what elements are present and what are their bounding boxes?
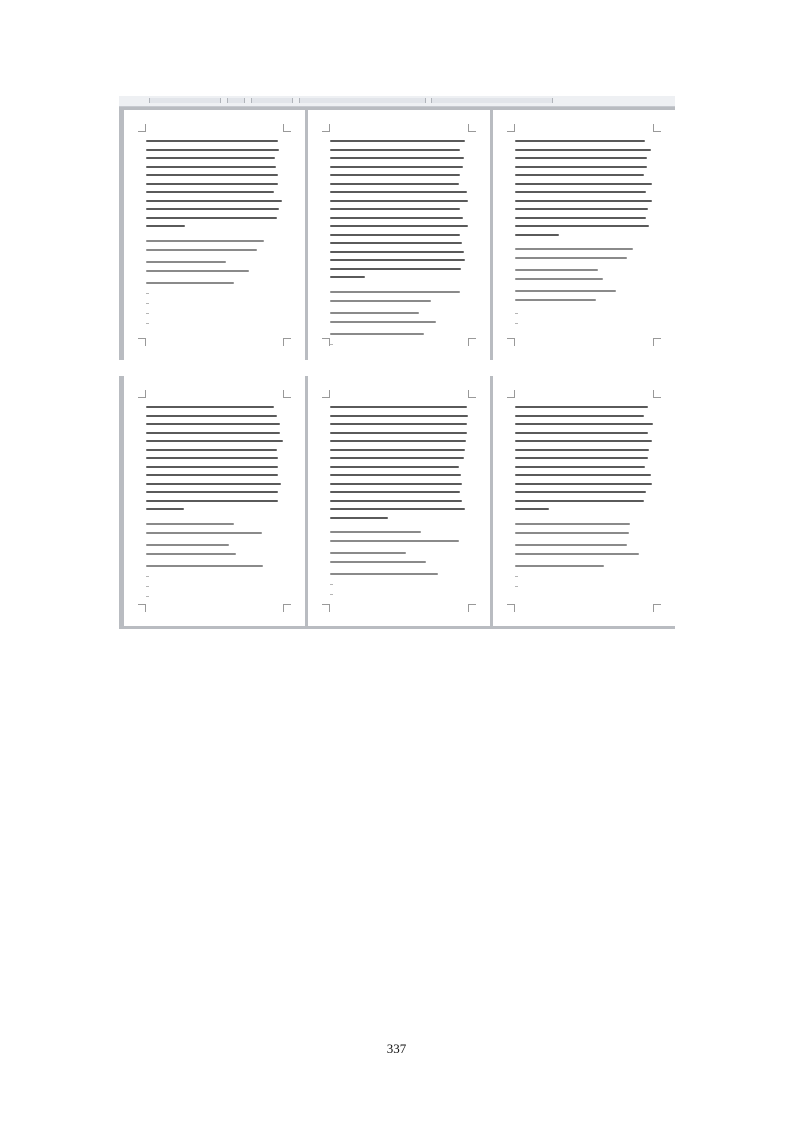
- text-line: [515, 157, 647, 159]
- text-line: [515, 278, 603, 280]
- text-line: [330, 573, 438, 575]
- empty-paragraph-mark: [330, 344, 333, 345]
- text-line: [146, 553, 236, 555]
- text-line: [146, 491, 278, 493]
- row-divider: [119, 360, 675, 376]
- text-line: [146, 532, 262, 534]
- embedded-screenshot: [119, 96, 675, 629]
- empty-paragraph-mark: [146, 293, 149, 294]
- text-line: [146, 406, 274, 408]
- margin-corner-mark: [468, 338, 476, 346]
- margin-corner-mark: [283, 124, 291, 132]
- text-line: [515, 553, 639, 555]
- text-line: [146, 474, 278, 476]
- text-line: [146, 565, 263, 567]
- text-line: [330, 242, 462, 244]
- text-line: [146, 483, 281, 485]
- text-line: [515, 234, 559, 236]
- text-line: [330, 191, 467, 193]
- margin-corner-mark: [322, 390, 330, 398]
- text-line: [515, 208, 648, 210]
- text-line: [515, 544, 627, 546]
- text-line: [330, 234, 460, 236]
- empty-paragraph-mark: [515, 313, 518, 314]
- text-line: [330, 449, 465, 451]
- text-line: [330, 517, 388, 519]
- empty-paragraph-mark: [146, 323, 149, 324]
- text-line: [330, 300, 431, 302]
- text-line: [330, 183, 459, 185]
- text-line: [515, 500, 644, 502]
- text-line: [146, 457, 278, 459]
- text-line: [515, 483, 652, 485]
- text-line: [146, 174, 278, 176]
- text-line: [515, 523, 630, 525]
- margin-corner-mark: [322, 124, 330, 132]
- text-line: [330, 474, 461, 476]
- text-line: [146, 449, 277, 451]
- text-line: [515, 248, 633, 250]
- document-page-thumbnail[interactable]: [124, 110, 305, 360]
- text-line: [146, 440, 283, 442]
- text-line: [515, 183, 652, 185]
- text-line: [330, 208, 460, 210]
- text-line: [146, 191, 274, 193]
- text-line: [515, 440, 652, 442]
- text-line: [330, 552, 406, 554]
- empty-paragraph-mark: [330, 584, 333, 585]
- text-line: [515, 415, 644, 417]
- ruler-segment: [149, 98, 221, 103]
- text-line: [146, 157, 275, 159]
- text-line: [330, 140, 465, 142]
- text-line: [330, 423, 467, 425]
- text-line: [330, 312, 419, 314]
- margin-corner-mark: [653, 338, 661, 346]
- empty-paragraph-mark: [146, 576, 149, 577]
- text-line: [146, 432, 280, 434]
- document-page-thumbnail[interactable]: [493, 110, 675, 360]
- text-line: [330, 540, 459, 542]
- text-line: [146, 183, 278, 185]
- text-line: [515, 491, 646, 493]
- text-line: [146, 466, 278, 468]
- text-line: [146, 140, 278, 142]
- text-line: [515, 290, 616, 292]
- margin-corner-mark: [138, 124, 146, 132]
- text-line: [330, 333, 424, 335]
- margin-corner-mark: [138, 604, 146, 612]
- text-line: [330, 276, 365, 278]
- text-line: [515, 299, 596, 301]
- text-line: [515, 269, 598, 271]
- margin-corner-mark: [653, 604, 661, 612]
- margin-corner-mark: [653, 124, 661, 132]
- text-line: [146, 282, 234, 284]
- text-line: [515, 423, 653, 425]
- margin-corner-mark: [283, 338, 291, 346]
- empty-paragraph-mark: [146, 303, 149, 304]
- text-line: [330, 225, 468, 227]
- text-line: [330, 268, 461, 270]
- text-line: [515, 200, 652, 202]
- document-page-thumbnail[interactable]: [493, 376, 675, 626]
- text-line: [146, 523, 234, 525]
- text-line: [146, 166, 276, 168]
- text-line: [330, 217, 463, 219]
- text-line: [146, 508, 184, 510]
- text-line: [330, 508, 465, 510]
- empty-paragraph-mark: [146, 313, 149, 314]
- text-line: [330, 432, 467, 434]
- ruler-segment: [227, 98, 245, 103]
- text-line: [330, 415, 468, 417]
- margin-corner-mark: [507, 390, 515, 398]
- text-line: [515, 474, 651, 476]
- empty-paragraph-mark: [515, 323, 518, 324]
- margin-corner-mark: [283, 390, 291, 398]
- margin-corner-mark: [322, 604, 330, 612]
- text-line: [515, 149, 651, 151]
- text-line: [330, 166, 463, 168]
- margin-corner-mark: [653, 390, 661, 398]
- text-line: [330, 491, 460, 493]
- ruler-segment: [431, 98, 553, 103]
- text-line: [330, 200, 468, 202]
- ruler-bar: [119, 96, 675, 107]
- empty-paragraph-mark: [515, 586, 518, 587]
- empty-paragraph-mark: [146, 596, 149, 597]
- text-line: [330, 466, 459, 468]
- margin-corner-mark: [468, 124, 476, 132]
- text-line: [146, 544, 229, 546]
- text-line: [515, 191, 646, 193]
- text-line: [330, 561, 426, 563]
- text-line: [515, 532, 629, 534]
- ruler-segment: [251, 98, 293, 103]
- text-line: [330, 440, 466, 442]
- text-line: [330, 321, 436, 323]
- empty-paragraph-mark: [330, 594, 333, 595]
- text-line: [515, 166, 647, 168]
- text-line: [515, 140, 645, 142]
- text-line: [515, 174, 644, 176]
- text-line: [330, 483, 462, 485]
- text-line: [515, 257, 627, 259]
- text-line: [330, 406, 467, 408]
- margin-corner-mark: [468, 390, 476, 398]
- margin-corner-mark: [507, 124, 515, 132]
- margin-corner-mark: [138, 390, 146, 398]
- text-line: [330, 149, 460, 151]
- text-line: [146, 270, 249, 272]
- text-line: [146, 415, 277, 417]
- margin-corner-mark: [507, 604, 515, 612]
- text-line: [330, 291, 460, 293]
- margin-corner-mark: [468, 604, 476, 612]
- margin-corner-mark: [283, 604, 291, 612]
- empty-paragraph-mark: [515, 576, 518, 577]
- text-line: [146, 217, 277, 219]
- text-line: [146, 225, 185, 227]
- text-line: [146, 423, 280, 425]
- text-line: [515, 406, 648, 408]
- text-line: [515, 457, 648, 459]
- text-line: [330, 259, 465, 261]
- text-line: [146, 249, 257, 251]
- text-line: [146, 149, 279, 151]
- text-line: [515, 225, 649, 227]
- text-line: [146, 200, 282, 202]
- text-line: [146, 261, 226, 263]
- margin-corner-mark: [507, 338, 515, 346]
- document-page-thumbnail[interactable]: [124, 376, 305, 626]
- text-line: [515, 565, 604, 567]
- text-line: [146, 240, 264, 242]
- text-line: [330, 174, 460, 176]
- document-page-thumbnail[interactable]: [308, 110, 490, 360]
- text-line: [515, 217, 646, 219]
- empty-paragraph-mark: [146, 586, 149, 587]
- text-line: [515, 508, 549, 510]
- text-line: [330, 500, 462, 502]
- text-line: [515, 449, 649, 451]
- text-line: [515, 432, 648, 434]
- document-page-thumbnail[interactable]: [308, 376, 490, 626]
- ruler-segment: [299, 98, 426, 103]
- text-line: [146, 500, 278, 502]
- text-line: [515, 466, 645, 468]
- text-line: [330, 457, 464, 459]
- margin-corner-mark: [138, 338, 146, 346]
- text-line: [330, 531, 421, 533]
- text-line: [330, 157, 464, 159]
- text-line: [146, 208, 279, 210]
- margin-corner-mark: [322, 338, 330, 346]
- text-line: [330, 251, 464, 253]
- page-number: 337: [386, 1041, 407, 1056]
